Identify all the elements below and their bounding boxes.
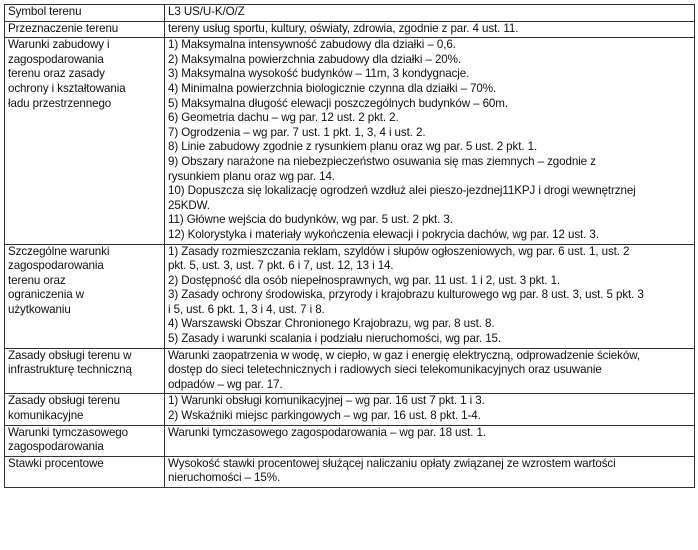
row-content-cell bbox=[165, 244, 695, 348]
table-row-special-conditions bbox=[5, 244, 695, 348]
zoning-plan-table bbox=[4, 4, 695, 488]
row-label-cell bbox=[5, 394, 165, 425]
row-content-line: 12) Kolorystyka i materiały wykończenia elewacji i pokrycia dachów, wg par. 12 ust. 3. bbox=[168, 227, 599, 241]
row-label-line: użytkowaniu bbox=[8, 302, 71, 316]
row-label-line: Warunki zabudowy i bbox=[8, 38, 110, 52]
row-content-cell bbox=[165, 348, 695, 394]
row-content-cell bbox=[165, 5, 695, 22]
table-row-temporary bbox=[5, 425, 695, 456]
row-label-line: Zasady obsługi terenu bbox=[8, 394, 120, 408]
row-label-cell bbox=[5, 348, 165, 394]
row-content-line: 4) Minimalna powierzchnia biologicznie czynna dla działki – 70%. bbox=[168, 81, 497, 95]
row-label-line: ograniczenia w bbox=[8, 288, 84, 302]
row-content-line: nieruchomości – 15%. bbox=[168, 471, 281, 485]
row-content-line: odpadów – wg par. 17. bbox=[168, 377, 283, 391]
row-label-cell bbox=[5, 456, 165, 487]
row-label-line: Szczególne warunki bbox=[8, 244, 110, 258]
row-label-line: ładu przestrzennego bbox=[8, 96, 112, 110]
row-label-cell bbox=[5, 244, 165, 348]
row-label-line: zagospodarowania bbox=[8, 259, 104, 273]
row-content-line: tereny usług sportu, kultury, oświaty, zdrowia, zgodnie z par. 4 ust. 11. bbox=[168, 21, 519, 35]
row-content-line: 10) Dopuszcza się lokalizację ogrodzeń wzdłuż alei pieszo-jezdnej11KPJ i drogi wewnętrznej bbox=[168, 184, 636, 198]
table-row-transport bbox=[5, 394, 695, 425]
row-label-line: Warunki tymczasowego bbox=[8, 425, 128, 439]
row-content-line: 6) Geometria dachu – wg par. 12 ust. 2 pkt. 2. bbox=[168, 111, 399, 125]
row-label-cell bbox=[5, 38, 165, 244]
row-content-line: 1) Warunki obsługi komunikacyjnej – wg par. 16 ust 7 pkt. 1 i 3. bbox=[168, 394, 485, 408]
row-label-line: infrastrukturę techniczną bbox=[8, 363, 132, 377]
row-label-line: ochrony i kształtowania bbox=[8, 81, 126, 95]
row-content-cell bbox=[165, 456, 695, 487]
row-content-line: 5) Maksymalna długość elewacji poszczególnych budynków – 60m. bbox=[168, 96, 508, 110]
row-content-line: 1) Maksymalna intensywność zabudowy dla działki – 0,6. bbox=[168, 38, 456, 52]
row-content-line: 8) Linie zabudowy zgodnie z rysunkiem planu oraz wg par. 5 ust. 2 pkt. 1. bbox=[168, 140, 538, 154]
row-label-cell bbox=[5, 5, 165, 22]
row-content-line: pkt. 5, ust. 3, ust. 7 pkt. 6 i 7, ust. 12, 13 i 14. bbox=[168, 259, 394, 273]
row-content-line: 5) Zasady i warunki scalania i podziału nieruchomości, wg par. 15. bbox=[168, 332, 502, 346]
table-row-building-conditions bbox=[5, 38, 695, 244]
row-content-cell bbox=[165, 394, 695, 425]
row-content-cell bbox=[165, 425, 695, 456]
row-content-line: 3) Zasady ochrony środowiska, przyrody i krajobrazu kulturowego wg par. 8 ust. 3, ust. 5 pkt. 3 bbox=[168, 288, 644, 302]
row-content-line: Wysokość stawki procentowej służącej naliczaniu opłaty związanej ze wzrostem wartości bbox=[168, 456, 616, 470]
row-content-line: L3 US/U-K/O/Z bbox=[168, 5, 245, 18]
row-content-line: 2) Dostępność dla osób niepełnosprawnych, wg par. 11 ust. 1 i 2, ust. 3 pkt. 1. bbox=[168, 273, 561, 287]
row-label-line: Przeznaczenie terenu bbox=[8, 21, 119, 35]
row-content-line: Warunki zaopatrzenia w wodę, w ciepło, w gaz i energię elektryczną, odprowadzenie ścieków, bbox=[168, 348, 640, 362]
row-content-line: 7) Ogrodzenia – wg par. 7 ust. 1 pkt. 1, 3, 4 i ust. 2. bbox=[168, 125, 426, 139]
row-label-line: terenu oraz zasady bbox=[8, 67, 105, 81]
row-label-cell bbox=[5, 21, 165, 38]
row-label-line: terenu oraz bbox=[8, 273, 66, 287]
row-content-line: 9) Obszary narażone na niebezpieczeństwo osuwania się mas ziemnych – zgodnie z bbox=[168, 154, 596, 168]
row-label-line: Zasady obsługi terenu w bbox=[8, 348, 132, 362]
row-label-line: Symbol terenu bbox=[8, 5, 82, 18]
table-row-infrastructure bbox=[5, 348, 695, 394]
table-row-purpose bbox=[5, 21, 695, 38]
row-content-line: 11) Główne wejścia do budynków, wg par. 5 ust. 2 pkt. 3. bbox=[168, 213, 453, 227]
row-content-line: dostęp do sieci teletechnicznych i radiowych sieci telekomunikacyjnych oraz usuwanie bbox=[168, 363, 602, 377]
row-content-line: rysunkiem planu oraz wg par. 14. bbox=[168, 169, 335, 183]
table-body bbox=[5, 5, 695, 488]
table-row-rates bbox=[5, 456, 695, 487]
row-content-line: i 5, ust. 6 pkt. 1, 3 i 4, ust. 7 i 8. bbox=[168, 302, 325, 316]
row-label-line: komunikacyjne bbox=[8, 409, 84, 423]
row-content-line: 4) Warszawski Obszar Chronionego Krajobrazu, wg par. 8 ust. 8. bbox=[168, 317, 495, 331]
row-content-line: Warunki tymczasowego zagospodarowania – wg par. 18 ust. 1. bbox=[168, 425, 486, 439]
row-content-cell bbox=[165, 38, 695, 244]
row-content-line: 2) Maksymalna powierzchnia zabudowy dla działki – 20%. bbox=[168, 52, 461, 66]
row-label-line: zagospodarowania bbox=[8, 440, 104, 454]
row-content-line: 1) Zasady rozmieszczania reklam, szyldów i słupów ogłoszeniowych, wg par. 6 ust. 1, ust. 2 bbox=[168, 244, 630, 258]
row-label-cell bbox=[5, 425, 165, 456]
row-label-line: Stawki procentowe bbox=[8, 456, 104, 470]
row-content-line: 2) Wskaźniki miejsc parkingowych – wg par. 16 ust. 8 pkt. 1-4. bbox=[168, 409, 481, 423]
row-label-line: zagospodarowania bbox=[8, 52, 104, 66]
row-content-cell bbox=[165, 21, 695, 38]
table-row-symbol bbox=[5, 5, 695, 22]
row-content-line: 3) Maksymalna wysokość budynków – 11m, 3 kondygnacje. bbox=[168, 67, 470, 81]
row-content-line: 25KDW. bbox=[168, 198, 210, 212]
